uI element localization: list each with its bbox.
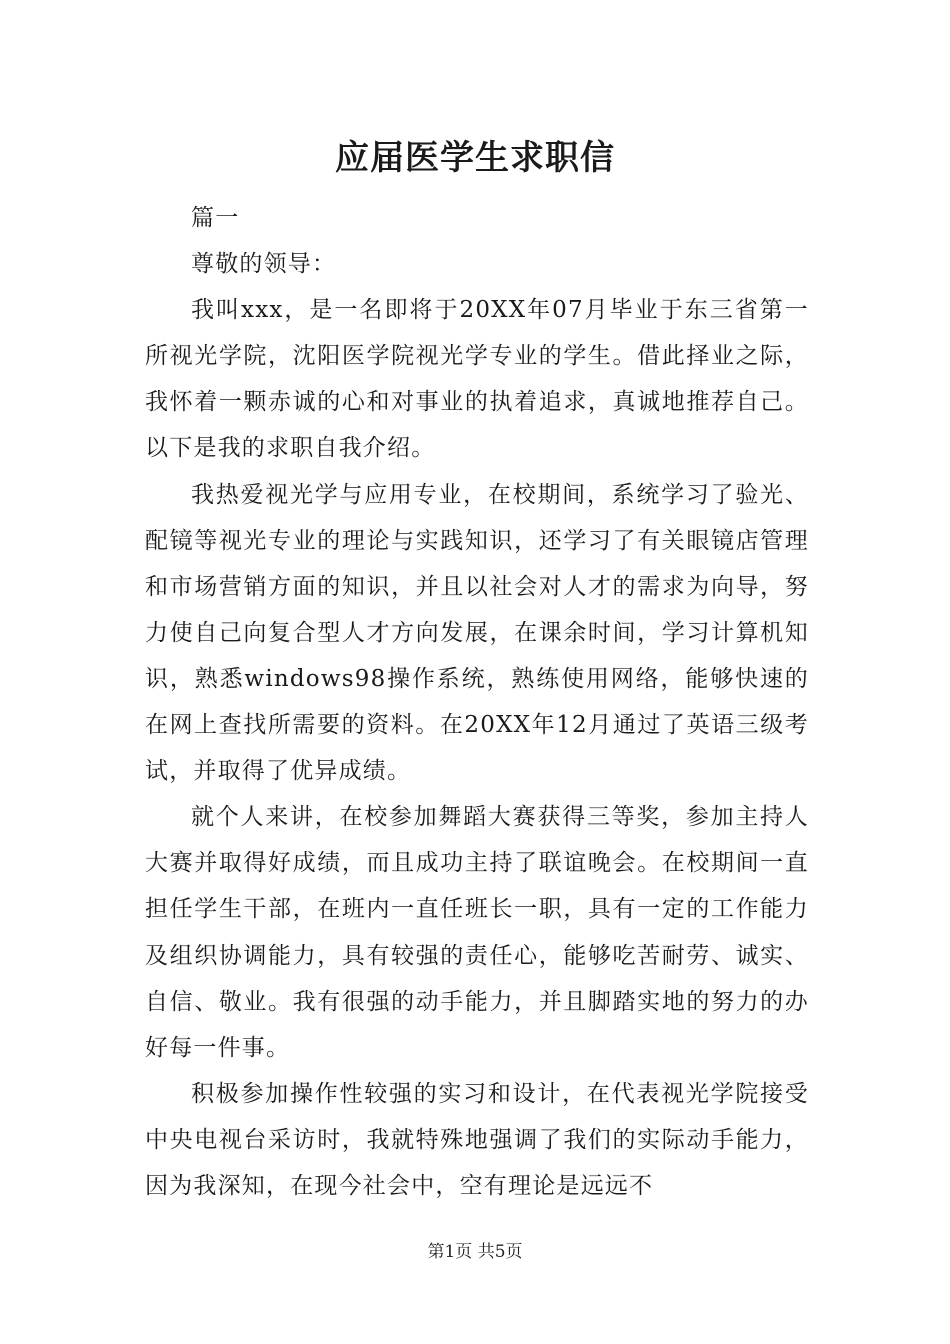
paragraph-study: 我热爱视光学与应用专业，在校期间，系统学习了验光、配镜等视光专业的理论与实践知识，还学习了有关眼镜店管理和市场营销方面的知识，并且以社会对人才的需求为向导，努力使自己向复合型人才方向发展，在课余时间，学习计算机知识，熟悉windows98操作系统，熟练使用网络，能够快速的在网上查找所需要的资料。在20XX年12月通过了英语三级考试，并取得了优异成绩。 <box>145 481 809 785</box>
page-number-footer: 第1页 共5页 <box>427 1242 523 1262</box>
salutation: 尊敬的领导： <box>191 251 337 278</box>
section-label: 篇一 <box>191 205 240 231</box>
paragraph-intro: 我叫xxx，是一名即将于20XX年07月毕业于东三省第一所视光学院，沈阳医学院视光学专业的学生。借此择业之际，我怀着一颗赤诚的心和对事业的执着追求，真诚地推荐自己。以下是我的求职自我介绍。 <box>145 297 809 462</box>
paragraph-personal: 就个人来讲，在校参加舞蹈大赛获得三等奖，参加主持人大赛并取得好成绩，而且成功主持了联谊晚会。在校期间一直担任学生干部，在班内一直任班长一职，具有一定的工作能力及组织协调能力，具有较强的责任心，能够吃苦耐劳、诚实、自信、敬业。我有很强的动手能力，并且脚踏实地的努力的办好每一件事。 <box>145 804 809 1061</box>
document-title: 应届医学生求职信 <box>335 138 615 178</box>
paragraph-practice: 积极参加操作性较强的实习和设计，在代表视光学院接受中央电视台采访时，我就特殊地强调了我们的实际动手能力，因为我深知，在现今社会中，空有理论是远远不 <box>145 1080 809 1199</box>
document-body <box>145 195 809 1209</box>
